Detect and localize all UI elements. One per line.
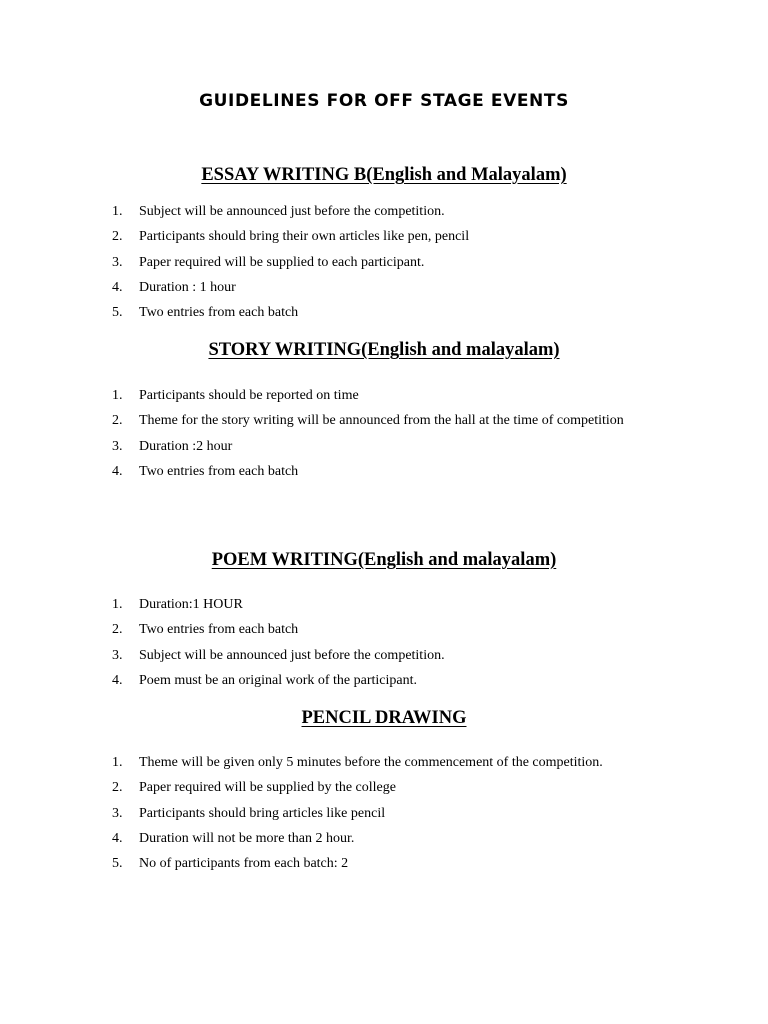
item-number: 2. [112,780,123,796]
item-text: Two entries from each batch [139,463,299,479]
item-text: Participants should bring articles like pencil [139,805,386,821]
item-number: 5. [112,856,123,872]
item-text: No of participants from each batch: 2 [139,856,349,872]
item-text: Duration will not be more than 2 hour. [139,830,355,846]
item-number: 2. [112,622,123,638]
item-number: 2. [112,229,123,245]
item-number: 4. [112,279,123,295]
list-item [112,250,659,275]
story-writing-list [112,383,659,484]
list-item [112,775,659,800]
item-text: Duration:1 HOUR [139,597,243,612]
list-item [112,826,659,851]
item-number: 1. [112,755,123,770]
pencil-drawing-list [112,750,659,876]
section-heading-pencil-drawing: PENCIL DRAWING [301,708,467,728]
item-text: Two entries from each batch [139,305,299,321]
item-number: 1. [112,388,123,403]
item-text: Duration : 1 hour [139,279,236,295]
list-item [112,408,659,433]
item-number: 3. [112,805,123,821]
list-item [112,592,659,617]
page-title: GUIDELINES FOR OFF STAGE EVENTS [199,91,569,111]
list-item [112,617,659,642]
item-number: 2. [112,413,123,429]
item-text: Theme will be given only 5 minutes before the commencement of the competition. [139,755,603,770]
item-number: 1. [112,597,123,612]
section-heading-essay-writing: ESSAY WRITING B(English and Malayalam) [201,165,567,185]
item-number: 3. [112,647,123,663]
item-text: Two entries from each batch [139,622,299,638]
list-item [112,668,659,693]
item-text: Subject will be announced just before the competition. [139,647,445,663]
item-number: 3. [112,254,123,270]
section-heading-story-writing: STORY WRITING(English and malayalam) [208,340,560,360]
list-item [112,851,659,876]
list-item [112,383,659,408]
item-number: 5. [112,305,123,321]
list-item [112,275,659,300]
item-number: 4. [112,672,123,688]
item-text: Poem must be an original work of the participant. [139,672,417,688]
item-text: Paper required will be supplied to each participant. [139,254,425,270]
essay-writing-list [112,199,659,325]
section-heading-poem-writing: POEM WRITING(English and malayalam) [211,550,557,570]
list-item [112,459,659,484]
list-item [112,434,659,459]
item-text: Theme for the story writing will be announced from the hall at the time of competition [139,413,624,429]
list-item [112,199,659,224]
item-number: 1. [112,204,123,219]
list-item [112,643,659,668]
item-text: Participants should bring their own articles like pen, pencil [139,229,470,245]
item-number: 4. [112,830,123,846]
item-text: Paper required will be supplied by the college [139,780,396,796]
item-text: Duration :2 hour [139,438,233,454]
list-item [112,300,659,325]
item-text: Participants should be reported on time [139,388,359,403]
list-item [112,750,659,775]
list-item [112,224,659,249]
poem-writing-list [112,592,659,693]
item-text: Subject will be announced just before the competition. [139,204,445,219]
item-number: 3. [112,438,123,454]
item-number: 4. [112,463,123,479]
list-item [112,801,659,826]
